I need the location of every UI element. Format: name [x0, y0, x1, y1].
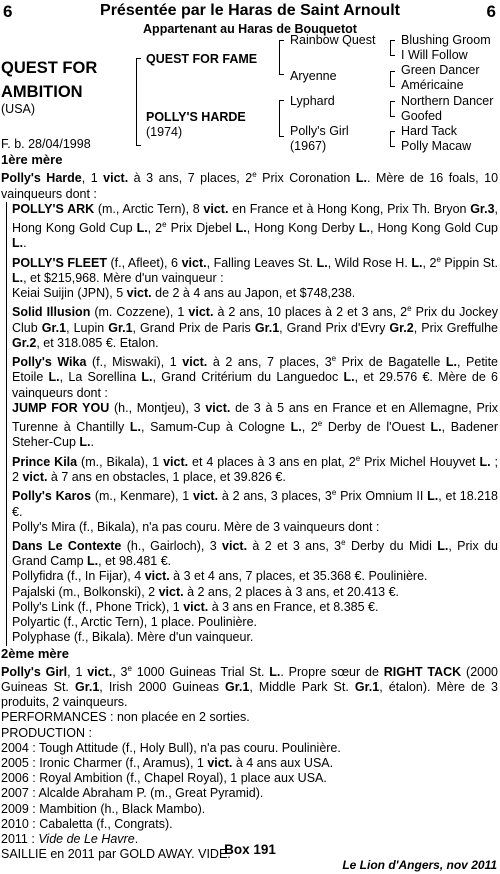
- production-item: 2010 : Cabaletta (f., Congrats).: [1, 816, 173, 831]
- offspring-entry: Prince Kila (m., Bikala), 1 vict. et 4 places à 3 ans en plat, 2e Prix Michel Houyvet L. ; 2 vict. à 7 ans en obstacles, 1 place, et 39.826 €.: [12, 453, 498, 484]
- horse-birth: F. b. 28/04/1998: [1, 137, 91, 151]
- section-first-dam: 1ère mère: [1, 152, 63, 167]
- page-title: Présentée par le Haras de Saint Arnoult: [100, 2, 400, 19]
- box-number: Box 191: [224, 842, 276, 857]
- pedigree-bracket-3a: [390, 40, 395, 56]
- production-item: 2009 : Mambition (h., Black Mambo).: [1, 801, 206, 816]
- horse-name-line1: QUEST FOR: [1, 59, 98, 77]
- offspring-entry: Pajalski (m., Bolkonski), 2 vict. à 2 ans, 2 places à 3 ans, et 20.413 €.: [12, 584, 400, 599]
- pedigree-bracket-2a: [279, 40, 284, 75]
- pedigree-ggp-2: I Will Follow: [401, 48, 468, 62]
- offspring-entry: Polyphase (f., Bikala). Mère d'un vainqueur.: [12, 630, 254, 645]
- offspring-entry: POLLY'S ARK (m., Arctic Tern), 8 vict. en France et à Hong Kong, Prix Th. Bryon Gr.3, Hong Kong Gold Cup L., 2e Prix Djebel L., Hong Kong Derby L., Hong Kong Gold Cup L..: [12, 201, 499, 251]
- pedigree-ggp-8: Polly Macaw: [401, 139, 472, 153]
- production-item: 2006 : Royal Ambition (f., Chapel Royal), 1 place aux USA.: [1, 771, 327, 786]
- offspring-entry: Polly's Karos (m., Kenmare), 1 vict. à 2 ans, 3 places, 3e Prix Omnium II L., et 18.218 €.: [12, 488, 498, 519]
- offspring-entry: Polyartic (f., Arctic Tern), 1 place. Poulinière.: [12, 615, 258, 630]
- sale-location: Le Lion d'Angers, nov 2011: [342, 858, 497, 872]
- offspring-entry: Polly's Mira (f., Bikala), n'a pas couru. Mère de 3 vainqueurs dont :: [12, 519, 380, 534]
- horse-country: (USA): [1, 102, 36, 116]
- offspring-entry: Pollyfidra (f., In Fijar), 4 vict. à 3 et 4 ans, 7 places, et 35.368 €. Poulinière.: [12, 569, 428, 584]
- horse-name: [1, 56, 97, 104]
- offspring-entry: Solid Illusion (m. Cozzene), 1 vict. à 2 ans, 10 places à 2 et 3 ans, 2e Prix du Jockey Club Gr.1, Lupin Gr.1, Grand Prix de Paris Gr.1, Grand Prix d'Evry Gr.2, Prix Greffulhe Gr.2, et 318.085 €. Etalon.: [12, 304, 498, 350]
- pedigree-bracket-3c: [390, 101, 395, 117]
- horse-name-line2: AMBITION: [1, 83, 83, 101]
- first-dam-offspring: [6, 202, 498, 646]
- offspring-entry: Keiai Suijin (JPN), 5 vict. de 2 à 4 ans au Japon, et $748,238.: [12, 286, 356, 301]
- owner-line: Appartenant au Haras de Bouquetot: [143, 22, 357, 36]
- offspring-entry: Polly's Link (f., Phone Trick), 1 vict. à 3 ans en France, et 8.385 €.: [12, 599, 379, 614]
- saillie: SAILLIE en 2011 par GOLD AWAY. VIDE.: [1, 847, 231, 862]
- pedigree-ggp-4: Américaine: [401, 78, 464, 92]
- production-item: 2007 : Alcalde Abraham P. (m., Great Pyramid).: [1, 786, 264, 801]
- pedigree-bracket-3d: [390, 131, 395, 147]
- performances: PERFORMANCES : non placée en 2 sorties.: [1, 710, 250, 725]
- pedigree-ggp-3: Green Dancer: [401, 63, 480, 77]
- production-item: 2005 : Ironic Charmer (f., Aramus), 1 vict. à 4 ans aux USA.: [1, 756, 334, 771]
- production-title: PRODUCTION :: [1, 725, 92, 740]
- pedigree-dam: POLLY'S HARDE: [146, 110, 246, 124]
- production-item: 2011 : Vide de Le Havre.: [1, 832, 139, 847]
- pedigree-bracket-1: [136, 58, 141, 146]
- production-item: 2004 : Tough Attitude (f., Holy Bull), n'a pas couru. Poulinière.: [1, 740, 341, 755]
- offspring-entry: Dans Le Contexte (h., Gairloch), 3 vict. à 2 et 3 ans, 3e Derby du Midi L., Prix du Grand Camp L., et 98.481 €.: [12, 537, 498, 569]
- pedigree-bracket-2b: [279, 100, 284, 137]
- first-dam-entry: Polly's Harde, 1 vict. à 3 ans, 7 places, 2e Prix Coronation L.. Mère de 16 foals, 10 vainqueurs dont :: [1, 170, 499, 201]
- lot-number-left: 6: [3, 2, 13, 21]
- pedigree-ggp-1: Blushing Groom: [401, 33, 491, 47]
- pedigree-dam-dam-year: (1967): [290, 139, 327, 153]
- pedigree-notes: [1, 152, 498, 863]
- pedigree-bracket-3b: [390, 71, 395, 87]
- pedigree-ggp-7: Hard Tack: [401, 124, 458, 138]
- pedigree-sire: QUEST FOR FAME: [146, 52, 258, 66]
- offspring-entry: JUMP FOR YOU (h., Montjeu), 3 vict. de 3 à 5 ans en France et en Allemagne, Prix Turenne à Chantilly L., Samum-Cup à Cologne L., 2e Derby de l'Ouest L., Badener Steher-Cup L..: [12, 400, 498, 450]
- pedigree-dam-year: (1974): [146, 125, 183, 139]
- pedigree-ggp-6: Goofed: [401, 109, 443, 123]
- pedigree-dam-dam: Polly's Girl: [290, 124, 349, 138]
- pedigree-dam-sire: Lyphard: [290, 94, 335, 108]
- second-dam-entry: Polly's Girl, 1 vict., 3e 1000 Guineas Trial St. L.. Propre sœur de RIGHT TACK (2000 Guineas St. Gr.1, Irish 2000 Guineas Gr.1, Middle Park St. Gr.1, étalon). Mère de 3 produits, 2 vainqueurs.: [1, 663, 499, 710]
- lot-number-right: 6: [486, 2, 496, 21]
- offspring-entry: Polly's Wika (f., Miswaki), 1 vict. à 2 ans, 7 places, 3e Prix de Bagatelle L., Petite Etoile L., La Sorellina L., Grand Critérium du Languedoc L., et 29.576 €. Mère de 6 vainqueurs dont :: [12, 354, 499, 400]
- offspring-entry: POLLY'S FLEET (f., Afleet), 6 vict., Falling Leaves St. L., Wild Rose H. L., 2e Pippin St. L., et $215,968. Mère d'un vainqueur :: [12, 254, 498, 285]
- pedigree-sire-sire: Rainbow Quest: [290, 33, 376, 47]
- pedigree-ggp-5: Northern Dancer: [401, 94, 494, 108]
- pedigree-sire-dam: Aryenne: [290, 69, 337, 83]
- section-second-dam: 2ème mère: [1, 645, 69, 661]
